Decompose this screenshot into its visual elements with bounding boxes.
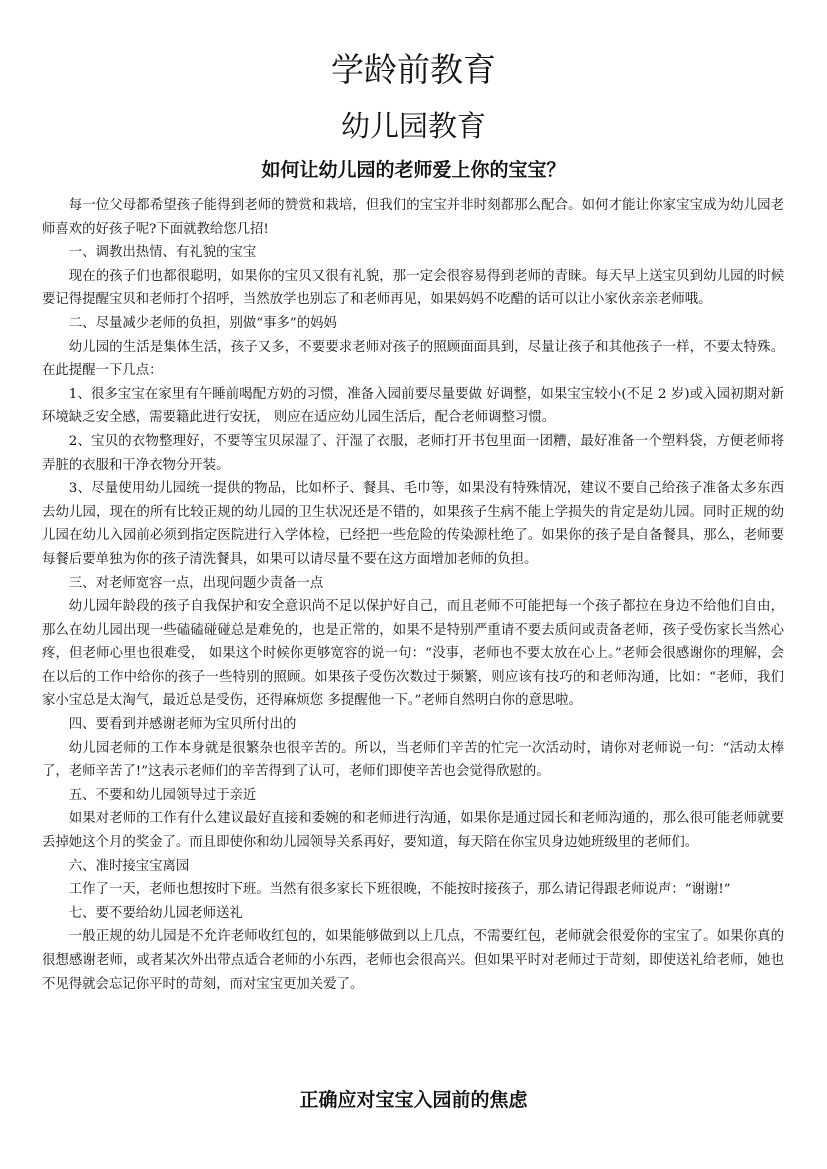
section-heading-6: 六、准时接宝宝离园 xyxy=(68,858,190,874)
next-article-title: 正确应对宝宝入园前的焦虑 xyxy=(299,1089,528,1111)
sub-title: 幼儿园教育 xyxy=(340,109,486,143)
section-heading-7: 七、要不要给幼儿园老师送礼 xyxy=(68,905,243,921)
section-heading-5: 五、不要和幼儿园领导过于亲近 xyxy=(68,787,257,803)
paragraph: 现在的孩子们也都很聪明，如果你的宝贝又很有礼貌，那一定会很容易得到老师的青睐。每天早上送宝贝到幼儿园的时候要记得提醒宝贝和老师打个招呼，当然放学也别忘了和老师再见，如果妈妈不吃醋的话可以让小家伙亲亲老师哦。 xyxy=(42,268,784,308)
section-heading-4: 四、要看到并感谢老师为宝贝所付出的 xyxy=(68,717,297,733)
paragraph: 如果对老师的工作有什么建议最好直接和委婉的和老师进行沟通，如果你是通过园长和老师沟通的，那么很可能老师就要丢掉她这个月的奖金了。而且即使你和幼儿园领导关系再好，要知道，每天陪在你宝贝身边她班级里的老师们。 xyxy=(42,811,784,851)
section-heading-3: 三、对老师宽容一点，出现问题少责备一点 xyxy=(68,575,324,591)
main-title: 学龄前教育 xyxy=(331,50,496,89)
list-item: 3、尽量使用幼儿园统一提供的物品，比如杯子、餐具、毛巾等，如果没有特殊情况，建议不要自己给孩子准备太多东西去幼儿园，现在的所有比较正规的幼儿园的卫生状况还是不错的，如果孩子生病不能上学损失的肯定是幼儿园。同时正规的幼儿园在幼儿入园前必须到指定医院进行入学体检，已经把一些危险的传染源杜绝了。如果你的孩子是自备餐具，那么，老师要每餐后要单独为你的孩子清洗餐具，如果可以请尽量不要在这方面增加老师的负担。 xyxy=(42,481,784,567)
article-body xyxy=(42,194,784,996)
intro-paragraph: 每一位父母都希望孩子能得到老师的赞赏和栽培，但我们的宝宝并非时刻都那么配合。如何才能让你家宝宝成为幼儿园老师喜欢的好孩子呢?下面就教给您几招! xyxy=(42,198,784,237)
section-heading-2: 二、尽量减少老师的负担，别做“事多”的妈妈 xyxy=(68,315,337,331)
section-heading-1: 一、调教出热情、有礼貌的宝宝 xyxy=(68,245,257,261)
article-title: 如何让幼儿园的老师爱上你的宝宝？ xyxy=(261,159,566,181)
paragraph: 幼儿园老师的工作本身就是很繁杂也很辛苦的。所以，当老师们辛苦的忙完一次活动时，请你对老师说一句：“活动太棒了，老师辛苦了!”这表示老师们的辛苦得到了认可，老师们即使辛苦也会觉得欣慰的。 xyxy=(42,740,784,780)
paragraph: 幼儿园的生活是集体生活，孩子又多，不要要求老师对孩子的照顾面面具到，尽量让孩子和其他孩子一样，不要太特殊。在此提醒一下几点： xyxy=(42,339,784,379)
list-item: 2、宝贝的衣物整理好，不要等宝贝尿湿了、汗湿了衣服，老师打开书包里面一团糟，最好准备一个塑料袋，方便老师将弄脏的衣服和干净衣物分开装。 xyxy=(42,433,784,473)
paragraph: 工作了一天，老师也想按时下班。当然有很多家长下班很晚，不能按时接孩子，那么请记得跟老师说声：“谢谢!” xyxy=(68,882,731,898)
list-item: 1、很多宝宝在家里有午睡前喝配方奶的习惯，准备入园前要尽量要做 好调整，如果宝宝较小(不足 2 岁)或入园初期对新环境缺乏安全感，需要籍此进行安抚， 则应在适应幼儿园生活后，配合老师调整习惯。 xyxy=(42,386,784,426)
paragraph: 幼儿园年龄段的孩子自我保护和安全意识尚不足以保护好自己，而且老师不可能把每一个孩子都拉在身边不给他们自由，那么在幼儿园出现一些磕磕碰碰总是难免的，也是正常的，如果不是特别严重请不要去质问或责备老师，孩子受伤家长当然心疼，但老师心里也很难受， 如果这个时候你更够宽容的说一句：“没事，老师也不要太放在心上。”老师会很感谢你的理解，会在以后的工作中给你的孩子一些特别的照顾。如果孩子受伤次数过于频繁，则应该有技巧的和老师沟通，比如：“老师，我们家小宝总是太淘气，最近总是受伤，还得麻烦您 多提醒他一下。”老师自然明白你的意思啦。 xyxy=(42,599,784,709)
paragraph: 一般正规的幼儿园是不允许老师收红包的，如果能够做到以上几点，不需要红包，老师就会很爱你的宝宝了。如果你真的很想感谢老师，或者某次外出带点适合老师的小东西，老师也会很高兴。但如果平时对老师过于苛刻，即使送礼给老师，她也不见得就会忘记你平时的苛刻，而对宝宝更加关爱了。 xyxy=(42,929,784,992)
